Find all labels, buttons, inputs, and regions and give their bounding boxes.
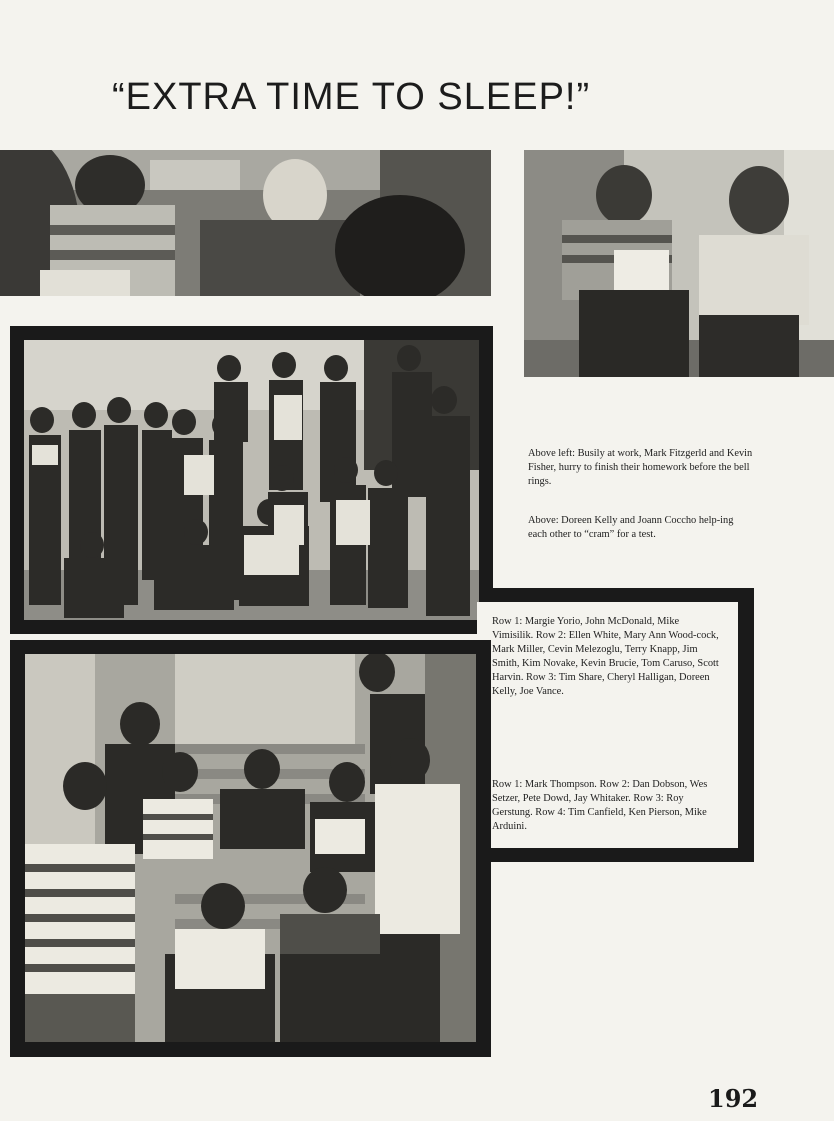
photo-girls-cramming <box>524 150 834 377</box>
photo-students-homework <box>0 150 491 296</box>
caption-above-left: Above left: Busily at work, Mark Fitzgerld and Kevin Fisher, hurry to finish their homework before the bell rings. <box>528 448 753 487</box>
caption-group-photo-2: Row 1: Mark Thompson. Row 2: Dan Dobson, Wes Setzer, Pete Dowd, Jay Whitaker. Row 3: Roy Gerstung. Row 4: Tim Canfield, Ken Pierson, Mike Arduini. <box>492 779 708 832</box>
photo-group-1 <box>24 340 479 620</box>
page-number: 192 <box>708 1084 759 1113</box>
photo-group-2 <box>25 654 476 1042</box>
page-title: “EXTRA TIME TO SLEEP!” <box>112 76 591 118</box>
caption-above: Above: Doreen Kelly and Joann Coccho help-ing each other to “cram” for a test. <box>528 515 734 540</box>
caption-group-photo-1: Row 1: Margie Yorio, John McDonald, Mike Vimisilik. Row 2: Ellen White, Mary Ann Wood-cock, Mark Miller, Cevin Melezoglu, Terry Knapp, Jim Smith, Kim Novake, Kevin Brucie, Tom Caruso, Scott Harvin. Row 3: Tim Share, Cheryl Halligan, Doreen Kelly, Joe Vance. <box>492 616 719 697</box>
